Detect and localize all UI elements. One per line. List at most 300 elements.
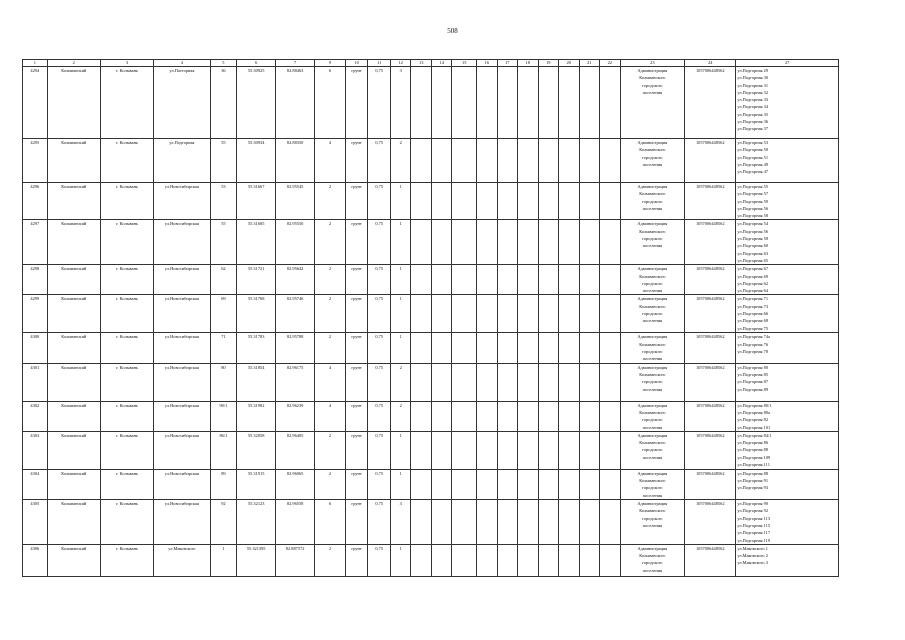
street-cell: ул.Новосибирская	[154, 183, 210, 220]
owner-cell: Администрация Колыванского городского поселения	[620, 265, 685, 295]
longitude-cell: 82.96065	[276, 469, 315, 499]
empty-cell	[538, 469, 559, 499]
empty-cell	[452, 183, 477, 220]
empty-cell	[600, 333, 621, 363]
street-cell: ул.Пасторная	[154, 67, 210, 139]
empty-cell	[452, 139, 477, 183]
empty-cell	[497, 295, 518, 333]
street-cell: ул.Новосибирская	[154, 401, 210, 431]
empty-cell	[497, 500, 518, 545]
empty-cell	[600, 295, 621, 333]
count-cell: 4	[315, 139, 346, 183]
count-cell: 2	[315, 183, 346, 220]
owner-cell: Администрация Колыванского городского поселения	[620, 220, 685, 265]
column-number-row	[23, 60, 839, 67]
longitude-cell: 82.887572	[276, 544, 315, 576]
surface-cell: грунт	[345, 500, 368, 545]
owner-cell: Администрация Колыванского городского поселения	[620, 67, 685, 139]
longitude-cell: 82.95545	[276, 183, 315, 220]
table-row	[23, 500, 839, 545]
empty-cell	[477, 220, 498, 265]
empty-cell	[559, 500, 580, 545]
empty-cell	[477, 363, 498, 401]
empty-cell	[559, 363, 580, 401]
empty-cell	[431, 500, 452, 545]
row-id: 4304	[23, 469, 48, 499]
empty-cell	[411, 469, 432, 499]
owner-cell: Администрация Колыванского городского поселения	[620, 469, 685, 499]
district-cell: Колыванский	[47, 500, 100, 545]
column-number-header: 20	[559, 60, 580, 67]
empty-cell	[411, 139, 432, 183]
volume-cell: 0,75	[368, 544, 391, 576]
empty-cell	[518, 544, 539, 576]
latitude-cell: 55.31768	[237, 295, 276, 333]
house-cell: 36	[210, 67, 237, 139]
empty-cell	[538, 295, 559, 333]
addresses-cell: ул.Подгорная 88 ул.Подгорная 91 ул.Подгорная 93	[736, 469, 839, 499]
quantity-cell: 1	[390, 431, 411, 469]
empty-cell	[518, 220, 539, 265]
district-cell: Колыванский	[47, 544, 100, 576]
column-number-header: 1	[23, 60, 48, 67]
column-number-header: 14	[431, 60, 452, 67]
latitude-cell: 55.31667	[237, 183, 276, 220]
count-cell: 2	[315, 333, 346, 363]
empty-cell	[452, 295, 477, 333]
district-cell: Колыванский	[47, 363, 100, 401]
column-number-header: 15	[452, 60, 477, 67]
settlement-cell: г. Колывань	[100, 295, 153, 333]
empty-cell	[559, 265, 580, 295]
addresses-cell: ул.Маковского 1 ул.Маковского 2 ул.Маковского 3	[736, 544, 839, 576]
addresses-cell: ул.Подгорная 54 ул.Подгорная 56 ул.Подгорная 58 ул.Подгорная 60 ул.Подгорная 63 ул.Подгорная 65	[736, 220, 839, 265]
longitude-cell: 82.95550	[276, 220, 315, 265]
district-cell: Колыванский	[47, 265, 100, 295]
empty-cell	[518, 469, 539, 499]
empty-cell	[600, 183, 621, 220]
row-id: 4296	[23, 183, 48, 220]
empty-cell	[497, 220, 518, 265]
count-cell: 2	[315, 469, 346, 499]
empty-cell	[497, 363, 518, 401]
empty-cell	[411, 295, 432, 333]
volume-cell: 0,75	[368, 265, 391, 295]
addresses-cell: ул.Подгорная 29 ул.Подгорная 30 ул.Подгорная 31 ул.Подгорная 32 ул.Подгорная 33 ул.Подгорная 34 ул.Подгорная 35 ул.Подгорная 36 ул.Подгорная 37	[736, 67, 839, 139]
column-number-header: 19	[538, 60, 559, 67]
empty-cell	[411, 544, 432, 576]
empty-cell	[518, 139, 539, 183]
empty-cell	[477, 183, 498, 220]
volume-cell: 0,75	[368, 431, 391, 469]
quantity-cell: 2	[390, 401, 411, 431]
empty-cell	[411, 333, 432, 363]
empty-cell	[579, 67, 600, 139]
empty-cell	[600, 500, 621, 545]
longitude-cell: 82.96558	[276, 500, 315, 545]
volume-cell: 0,75	[368, 469, 391, 499]
empty-cell	[579, 333, 600, 363]
empty-cell	[600, 363, 621, 401]
empty-cell	[452, 363, 477, 401]
district-cell: Колыванский	[47, 139, 100, 183]
longitude-cell: 82.88463	[276, 67, 315, 139]
empty-cell	[518, 401, 539, 431]
ogrn-cell: 1057006448562	[685, 333, 736, 363]
empty-cell	[559, 67, 580, 139]
page-number: 508	[447, 27, 458, 35]
district-cell: Колыванский	[47, 431, 100, 469]
empty-cell	[497, 401, 518, 431]
longitude-cell: 82.96405	[276, 431, 315, 469]
row-id: 4305	[23, 500, 48, 545]
street-cell: ул.Новосибирская	[154, 265, 210, 295]
empty-cell	[538, 333, 559, 363]
empty-cell	[411, 183, 432, 220]
empty-cell	[431, 333, 452, 363]
addresses-cell: ул.Подгорная 90 ул.Подгорная 92 ул.Подгорная 113 ул.Подгорная 115 ул.Подгорная 117 ул.Подгорная 119	[736, 500, 839, 545]
empty-cell	[538, 363, 559, 401]
empty-cell	[538, 500, 559, 545]
empty-cell	[518, 500, 539, 545]
count-cell: 2	[315, 431, 346, 469]
owner-cell: Администрация Колыванского городского поселения	[620, 401, 685, 431]
empty-cell	[411, 363, 432, 401]
row-id: 4298	[23, 265, 48, 295]
empty-cell	[477, 431, 498, 469]
street-cell: ул.Новосибирская	[154, 431, 210, 469]
owner-cell: Администрация Колыванского городского поселения	[620, 363, 685, 401]
latitude-cell: 55.31854	[237, 363, 276, 401]
empty-cell	[452, 500, 477, 545]
empty-cell	[600, 67, 621, 139]
empty-cell	[497, 183, 518, 220]
owner-cell: Администрация Колыванского городского поселения	[620, 333, 685, 363]
latitude-cell: 55.31982	[237, 401, 276, 431]
latitude-cell: 55.31783	[237, 333, 276, 363]
empty-cell	[579, 265, 600, 295]
column-number-header: 16	[477, 60, 498, 67]
empty-cell	[579, 139, 600, 183]
empty-cell	[559, 220, 580, 265]
empty-cell	[559, 295, 580, 333]
ogrn-cell: 1057006448562	[685, 401, 736, 431]
column-number-header: 11	[368, 60, 391, 67]
volume-cell: 0,75	[368, 401, 391, 431]
surface-cell: грунт	[345, 333, 368, 363]
quantity-cell: 1	[390, 333, 411, 363]
empty-cell	[431, 265, 452, 295]
empty-cell	[559, 139, 580, 183]
volume-cell: 0,75	[368, 67, 391, 139]
column-number-header: 9	[315, 60, 346, 67]
latitude-cell: 55.31685	[237, 220, 276, 265]
quantity-cell: 1	[390, 265, 411, 295]
empty-cell	[411, 220, 432, 265]
latitude-cell: 55.31721	[237, 265, 276, 295]
empty-cell	[477, 544, 498, 576]
district-cell: Колыванский	[47, 333, 100, 363]
empty-cell	[452, 265, 477, 295]
volume-cell: 0,75	[368, 183, 391, 220]
settlement-cell: г. Колывань	[100, 139, 153, 183]
column-number-header: 17	[497, 60, 518, 67]
empty-cell	[452, 333, 477, 363]
settlement-cell: г. Колывань	[100, 431, 153, 469]
empty-cell	[600, 431, 621, 469]
empty-cell	[600, 265, 621, 295]
empty-cell	[579, 220, 600, 265]
street-cell: ул.Новосибирская	[154, 333, 210, 363]
surface-cell: грунт	[345, 401, 368, 431]
empty-cell	[411, 431, 432, 469]
longitude-cell: 82.95746	[276, 295, 315, 333]
settlement-cell: г. Колывань	[100, 333, 153, 363]
settlement-cell: г. Колывань	[100, 183, 153, 220]
row-id: 4299	[23, 295, 48, 333]
table-row	[23, 183, 839, 220]
empty-cell	[518, 431, 539, 469]
empty-cell	[497, 544, 518, 576]
quantity-cell: 1	[390, 544, 411, 576]
empty-cell	[579, 363, 600, 401]
empty-cell	[431, 67, 452, 139]
column-number-header: 3	[100, 60, 153, 67]
owner-cell: Администрация Колыванского городского поселения	[620, 544, 685, 576]
latitude-cell: 55.30925	[237, 67, 276, 139]
house-cell: 90/1	[210, 401, 237, 431]
empty-cell	[431, 544, 452, 576]
house-cell: 92	[210, 500, 237, 545]
empty-cell	[579, 401, 600, 431]
addresses-cell: ул.Подгорная 80 ул.Подгорная 85 ул.Подгорная 87 ул.Подгорная 89	[736, 363, 839, 401]
empty-cell	[559, 431, 580, 469]
addresses-cell: ул.Подгорная 71 ул.Подгорная 73 ул.Подгорная 66 ул.Подгорная 68 ул.Подгорная 75	[736, 295, 839, 333]
empty-cell	[559, 544, 580, 576]
street-cell: ул.Маковского	[154, 544, 210, 576]
ogrn-cell: 1057006448562	[685, 139, 736, 183]
empty-cell	[452, 67, 477, 139]
empty-cell	[538, 544, 559, 576]
table-row	[23, 401, 839, 431]
empty-cell	[538, 183, 559, 220]
volume-cell: 0,75	[368, 333, 391, 363]
longitude-cell: 82.95642	[276, 265, 315, 295]
table-row	[23, 67, 839, 139]
empty-cell	[477, 469, 498, 499]
table-row	[23, 363, 839, 401]
settlement-cell: г. Колывань	[100, 544, 153, 576]
empty-cell	[518, 67, 539, 139]
empty-cell	[477, 265, 498, 295]
surface-cell: грунт	[345, 183, 368, 220]
empty-cell	[452, 544, 477, 576]
ogrn-cell: 1057006448562	[685, 295, 736, 333]
table-body	[23, 67, 839, 577]
empty-cell	[518, 183, 539, 220]
surface-cell: грунт	[345, 469, 368, 499]
row-id: 4297	[23, 220, 48, 265]
empty-cell	[477, 401, 498, 431]
settlement-cell: г. Колывань	[100, 401, 153, 431]
empty-cell	[411, 500, 432, 545]
column-number-header: 7	[276, 60, 315, 67]
house-cell: 71	[210, 333, 237, 363]
owner-cell: Администрация Колыванского городского поселения	[620, 500, 685, 545]
table-row	[23, 265, 839, 295]
ogrn-cell: 1057006448562	[685, 67, 736, 139]
ogrn-cell: 1057006448562	[685, 431, 736, 469]
row-id: 4295	[23, 139, 48, 183]
surface-cell: грунт	[345, 295, 368, 333]
table-row	[23, 469, 839, 499]
volume-cell: 0,75	[368, 295, 391, 333]
empty-cell	[538, 220, 559, 265]
empty-cell	[579, 500, 600, 545]
column-number-header: 2	[47, 60, 100, 67]
column-number-header: 21	[579, 60, 600, 67]
column-number-header: 13	[411, 60, 432, 67]
empty-cell	[452, 401, 477, 431]
empty-cell	[431, 363, 452, 401]
street-cell: ул.Новосибирская	[154, 500, 210, 545]
empty-cell	[518, 363, 539, 401]
empty-cell	[559, 401, 580, 431]
empty-cell	[518, 265, 539, 295]
column-number-header: 27	[736, 60, 839, 67]
addresses-cell: ул.Подгорная 84/1 ул.Подгорная 86 ул.Подгорная 88 ул.Подгорная 109 ул.Подгорная 111	[736, 431, 839, 469]
column-number-header: 6	[237, 60, 276, 67]
longitude-cell: 82.95788	[276, 333, 315, 363]
empty-cell	[538, 265, 559, 295]
count-cell: 2	[315, 265, 346, 295]
empty-cell	[600, 401, 621, 431]
quantity-cell: 1	[390, 469, 411, 499]
empty-cell	[579, 469, 600, 499]
empty-cell	[538, 67, 559, 139]
addresses-cell: ул.Подгорная 80/1 ул.Подгорная 80а ул.Подгорная 82 ул.Подгорная 101	[736, 401, 839, 431]
volume-cell: 0,75	[368, 139, 391, 183]
owner-cell: Администрация Колыванского городского поселения	[620, 183, 685, 220]
street-cell: ул.Новосибирская	[154, 295, 210, 333]
empty-cell	[431, 431, 452, 469]
quantity-cell: 3	[390, 500, 411, 545]
count-cell: 4	[315, 401, 346, 431]
empty-cell	[497, 469, 518, 499]
empty-cell	[452, 220, 477, 265]
empty-cell	[431, 469, 452, 499]
table-row	[23, 544, 839, 576]
empty-cell	[559, 183, 580, 220]
ogrn-cell: 1057006448562	[685, 363, 736, 401]
empty-cell	[600, 469, 621, 499]
empty-cell	[411, 265, 432, 295]
addresses-cell: ул.Подгорная 55 ул.Подгорная 57 ул.Подгорная 59 ул.Подгорная 56 ул.Подгорная 58	[736, 183, 839, 220]
quantity-cell: 2	[390, 363, 411, 401]
district-cell: Колыванский	[47, 469, 100, 499]
empty-cell	[431, 220, 452, 265]
street-cell: ул.Новосибирская	[154, 469, 210, 499]
empty-cell	[579, 544, 600, 576]
empty-cell	[477, 139, 498, 183]
owner-cell: Администрация Колыванского городского поселения	[620, 431, 685, 469]
settlement-cell: г. Колывань	[100, 500, 153, 545]
addresses-cell: ул.Подгорная 53 ул.Подгорная 50 ул.Подгорная 51 ул.Подгорная 49 ул.Подгорная 47	[736, 139, 839, 183]
house-cell: 53	[210, 183, 237, 220]
column-number-header: 12	[390, 60, 411, 67]
empty-cell	[411, 401, 432, 431]
empty-cell	[431, 139, 452, 183]
empty-cell	[579, 431, 600, 469]
house-cell: 55	[210, 220, 237, 265]
count-cell: 2	[315, 544, 346, 576]
empty-cell	[579, 295, 600, 333]
settlement-cell: г. Колывань	[100, 363, 153, 401]
row-id: 4301	[23, 363, 48, 401]
empty-cell	[559, 333, 580, 363]
empty-cell	[600, 139, 621, 183]
empty-cell	[477, 500, 498, 545]
empty-cell	[559, 469, 580, 499]
column-number-header: 5	[210, 60, 237, 67]
quantity-cell: 1	[390, 220, 411, 265]
owner-cell: Администрация Колыванского городского поселения	[620, 295, 685, 333]
count-cell: 6	[315, 500, 346, 545]
longitude-cell: 82.96175	[276, 363, 315, 401]
longitude-cell: 82.96239	[276, 401, 315, 431]
street-cell: ул.Новосибирская	[154, 220, 210, 265]
house-cell: 89	[210, 469, 237, 499]
empty-cell	[518, 295, 539, 333]
street-cell: ул.Подгорная	[154, 139, 210, 183]
ogrn-cell: 1057006448562	[685, 500, 736, 545]
volume-cell: 0,75	[368, 220, 391, 265]
ogrn-cell: 1057006448562	[685, 183, 736, 220]
settlement-cell: г. Колывань	[100, 469, 153, 499]
house-cell: 55	[210, 139, 237, 183]
column-number-header: 24	[685, 60, 736, 67]
district-cell: Колыванский	[47, 67, 100, 139]
column-number-header: 18	[518, 60, 539, 67]
empty-cell	[477, 333, 498, 363]
column-number-header: 23	[620, 60, 685, 67]
empty-cell	[538, 431, 559, 469]
empty-cell	[579, 183, 600, 220]
empty-cell	[518, 333, 539, 363]
house-cell: 62	[210, 265, 237, 295]
settlement-cell: г. Колывань	[100, 265, 153, 295]
empty-cell	[497, 265, 518, 295]
settlement-cell: г. Колывань	[100, 67, 153, 139]
house-cell: 69	[210, 295, 237, 333]
quantity-cell: 1	[390, 183, 411, 220]
count-cell: 2	[315, 220, 346, 265]
latitude-cell: 55.32123	[237, 500, 276, 545]
empty-cell	[497, 333, 518, 363]
ogrn-cell: 1057006448562	[685, 265, 736, 295]
empty-cell	[452, 431, 477, 469]
ogrn-cell: 1057006448562	[685, 469, 736, 499]
house-cell: 80	[210, 363, 237, 401]
registry-table	[22, 59, 839, 577]
volume-cell: 0,75	[368, 500, 391, 545]
row-id: 4300	[23, 333, 48, 363]
district-cell: Колыванский	[47, 295, 100, 333]
column-number-header: 4	[154, 60, 210, 67]
count-cell: 6	[315, 67, 346, 139]
empty-cell	[538, 401, 559, 431]
table-row	[23, 139, 839, 183]
